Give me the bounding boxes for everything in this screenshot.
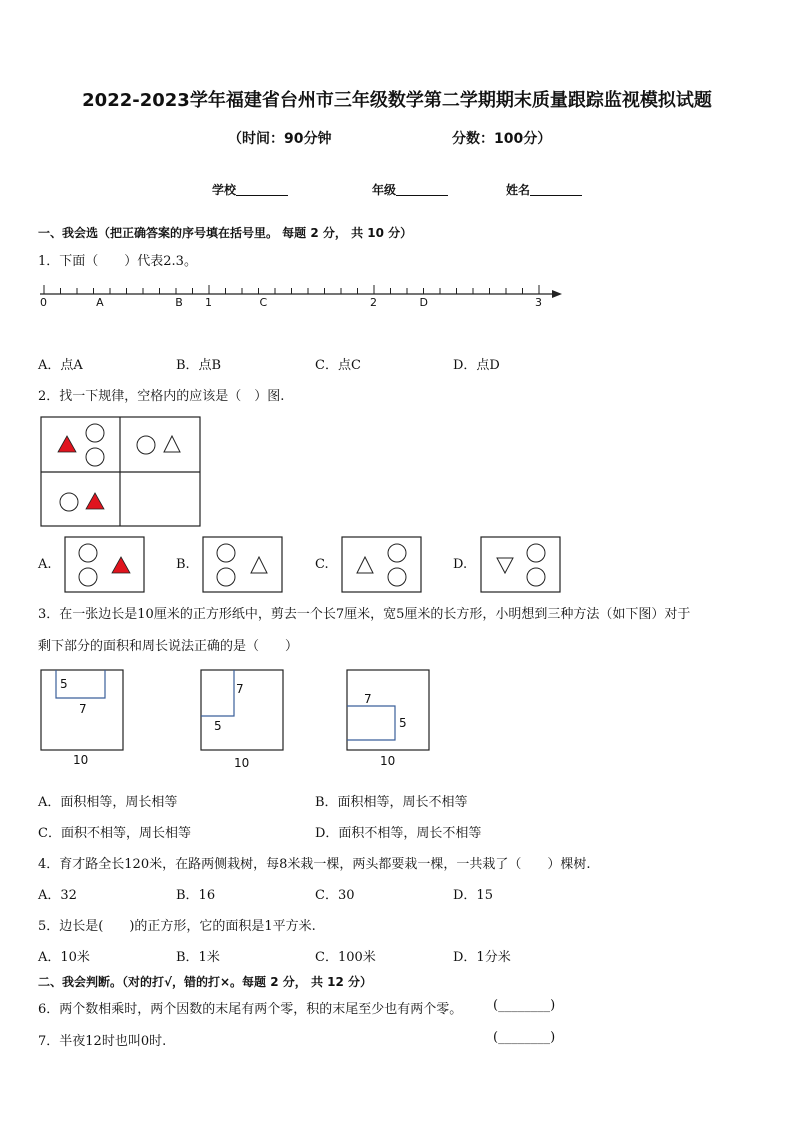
fig3-label-side: 10 [380,754,396,768]
q5-option-d[interactable]: D．1分米 [453,950,511,965]
fig3-label-length: 7 [364,692,372,706]
q1-option-d[interactable]: D．点D [453,358,500,373]
q2-option-a-figure[interactable] [64,536,146,594]
circle-icon [86,424,104,442]
number-line-label: 3 [535,296,542,309]
q2-option-d-figure[interactable] [480,536,562,594]
q3-stem-line2: 剩下部分的面积和周长说法正确的是（ ） [38,639,299,654]
q1-option-c[interactable]: C．点C [315,358,361,373]
fig2-label-width: 5 [214,719,222,733]
q5-option-a[interactable]: A．10米 [38,950,90,965]
number-line [30,276,570,312]
q2-option-b-figure[interactable] [202,536,284,594]
circle-icon [60,493,78,511]
grade-field: 年级 [372,181,448,198]
q4-option-b[interactable]: B．16 [176,888,216,903]
q5-stem: 5．边长是( )的正方形，它的面积是1平方米. [38,919,316,934]
q2-option-a-label[interactable]: A. [38,557,52,572]
q5-option-c[interactable]: C．100米 [315,950,376,965]
q6-stem: 6．两个数相乘时，两个因数的末尾有两个零，积的末尾至少也有两个零。 [38,1002,463,1017]
q2-option-c-label[interactable]: C. [315,557,329,572]
q1-stem: 1．下面（ ）代表2.3。 [38,254,197,269]
q3-option-d[interactable]: D．面积不相等，周长不相等 [315,826,482,841]
q2-option-b-label[interactable]: B. [176,557,190,572]
q4-stem: 4．育才路全长120米，在路两侧栽树，每8米栽一棵，两头都要栽一棵，一共栽了（ ）棵树. [38,857,591,872]
q3-option-a[interactable]: A．面积相等，周长相等 [38,795,178,810]
q2-option-d-label[interactable]: D. [453,557,468,572]
school-field: 学校 [212,181,288,198]
q4-option-a[interactable]: A．32 [38,888,77,903]
school-blank[interactable] [236,183,288,196]
circle-icon [137,436,155,454]
red-triangle-icon [86,493,104,509]
fig3-label-width: 5 [399,716,407,730]
number-line-label: B [175,296,183,309]
fig1-label-side: 10 [73,753,89,767]
number-line-label: 2 [370,296,377,309]
number-line-label: C [259,296,268,309]
q2-option-c-figure[interactable] [341,536,423,594]
number-line-label: 1 [205,296,212,309]
q7-answer-blank[interactable]: (________) [493,1030,556,1045]
fig1-label-width: 5 [60,677,68,691]
q2-pattern-grid [40,416,202,528]
red-triangle-icon [58,436,76,452]
q2-stem: 2．找一下规律，空格内的应该是（ ）图. [38,389,285,404]
q3-stem-line1: 3．在一张边长是10厘米的正方形纸中，剪去一个长7厘米，宽5厘米的长方形，小明想到三种方法（如下图）对于 [38,607,691,622]
q1-option-b[interactable]: B．点B [176,358,222,373]
name-field: 姓名 [506,181,582,198]
section-2-heading: 二、我会判断。（对的打√，错的打×。每题 2 分， 共 12 分） [38,975,372,989]
q3-option-b[interactable]: B．面积相等，周长不相等 [315,795,468,810]
number-line-label: D [419,296,428,309]
q3-option-c[interactable]: C．面积不相等，周长相等 [38,826,191,841]
score-label: 分数：100分） [452,131,552,147]
q5-option-b[interactable]: B．1米 [176,950,220,965]
grade-blank[interactable] [396,183,448,196]
time-label: （时间：90分钟 [228,131,332,147]
triangle-icon [164,436,180,452]
q4-option-d[interactable]: D．15 [453,888,493,903]
fig2-label-side: 10 [234,756,250,770]
number-line-label: A [96,296,104,309]
exam-meta [228,128,552,148]
exam-title: 2022-2023学年福建省台州市三年级数学第二学期期末质量跟踪监视模拟试题 [82,90,712,111]
fig1-label-length: 7 [79,702,87,716]
number-line-label: 0 [40,296,47,309]
q1-option-a[interactable]: A．点A [38,358,83,373]
q6-answer-blank[interactable]: (________) [493,998,556,1013]
q7-stem: 7．半夜12时也叫0时. [38,1034,167,1049]
fig2-label-length: 7 [236,682,244,696]
section-1-heading: 一、我会选（把正确答案的序号填在括号里。 每题 2 分， 共 10 分） [38,226,413,240]
circle-icon [86,448,104,466]
name-blank[interactable] [530,183,582,196]
q4-option-c[interactable]: C．30 [315,888,355,903]
